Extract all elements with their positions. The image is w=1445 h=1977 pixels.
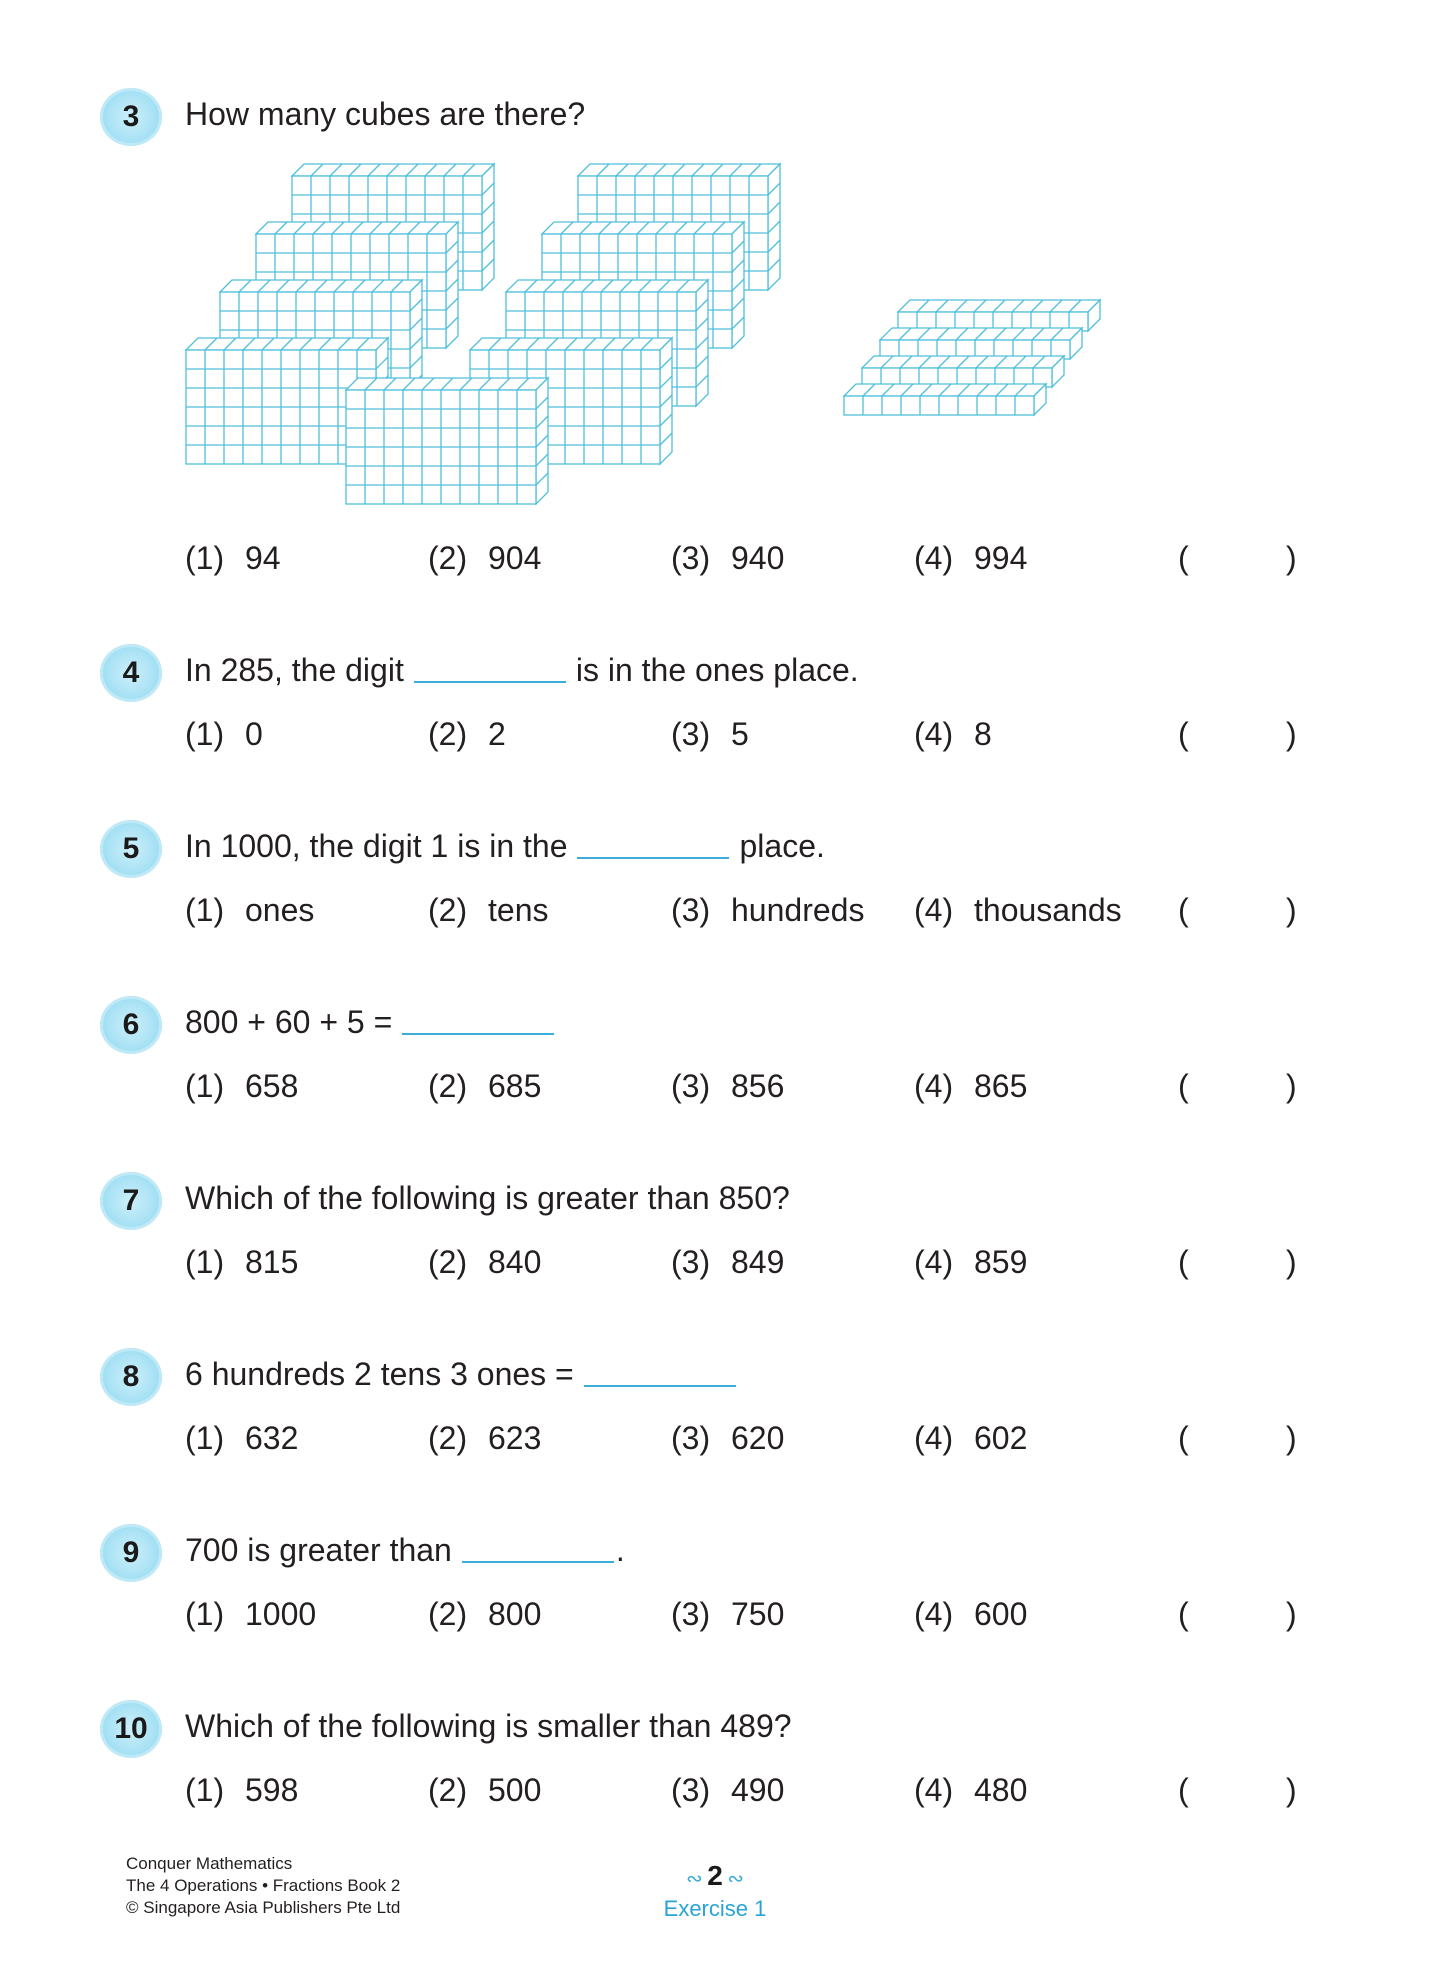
option-label: (3) xyxy=(671,716,711,752)
option-3[interactable] xyxy=(671,1772,784,1809)
question-stem xyxy=(185,652,859,689)
option-value: thousands xyxy=(974,892,1122,928)
option-label: (3) xyxy=(671,540,711,576)
option-4[interactable] xyxy=(914,1772,1027,1809)
question-number-badge: 5 xyxy=(100,820,162,878)
answer-paren-open: ( xyxy=(1178,540,1189,576)
answer-blank xyxy=(584,1384,736,1387)
ten-rod xyxy=(880,328,1082,359)
option-label: (3) xyxy=(671,1420,711,1456)
answer-blank xyxy=(414,680,566,683)
question-text: is in the ones place. xyxy=(575,652,859,688)
option-1[interactable] xyxy=(185,1420,298,1457)
option-1[interactable] xyxy=(185,1772,298,1809)
option-value: 940 xyxy=(731,540,785,576)
option-value: 849 xyxy=(731,1244,785,1280)
option-value: 480 xyxy=(974,1772,1028,1808)
option-label: (4) xyxy=(914,1244,954,1280)
answer-paren-close: ) xyxy=(1286,1244,1297,1280)
copyright: © Singapore Asia Publishers Pte Ltd xyxy=(126,1898,401,1917)
option-value: 815 xyxy=(245,1244,299,1280)
question-number-badge: 8 xyxy=(100,1348,162,1406)
option-label: (1) xyxy=(185,892,225,928)
option-3[interactable] xyxy=(671,1068,784,1105)
option-value: 2 xyxy=(488,716,506,752)
question-text: In 1000, the digit 1 is in the xyxy=(185,828,568,864)
option-label: (3) xyxy=(671,1068,711,1104)
option-value: 859 xyxy=(974,1244,1028,1280)
question-stem xyxy=(185,96,585,133)
option-2[interactable] xyxy=(428,1420,541,1457)
question-text: . xyxy=(615,1532,625,1568)
option-label: (2) xyxy=(428,1068,468,1104)
option-value: ones xyxy=(245,892,315,928)
option-value: 800 xyxy=(488,1596,542,1632)
answer-paren-close: ) xyxy=(1286,716,1297,752)
option-value: 1000 xyxy=(245,1596,317,1632)
option-4[interactable] xyxy=(914,716,992,753)
ten-rod xyxy=(862,356,1064,387)
option-label: (4) xyxy=(914,1068,954,1104)
option-3[interactable] xyxy=(671,892,864,929)
option-4[interactable] xyxy=(914,1244,1027,1281)
answer-paren-open: ( xyxy=(1178,1068,1189,1104)
answer-blank xyxy=(462,1560,614,1563)
option-4[interactable] xyxy=(914,1596,1027,1633)
option-1[interactable] xyxy=(185,716,263,753)
answer-paren-open: ( xyxy=(1178,892,1189,928)
option-label: (4) xyxy=(914,1596,954,1632)
option-3[interactable] xyxy=(671,1420,784,1457)
option-value: tens xyxy=(488,892,549,928)
option-value: 685 xyxy=(488,1068,542,1104)
option-1[interactable] xyxy=(185,1244,298,1281)
option-label: (1) xyxy=(185,1068,225,1104)
swirl-right-icon: ∾ xyxy=(727,1868,744,1890)
answer-paren-close: ) xyxy=(1286,892,1297,928)
book-credits xyxy=(126,1853,400,1919)
option-2[interactable] xyxy=(428,1596,541,1633)
option-label: (2) xyxy=(428,892,468,928)
ten-rod xyxy=(898,300,1100,331)
option-label: (1) xyxy=(185,1420,225,1456)
option-value: 994 xyxy=(974,540,1028,576)
option-value: 904 xyxy=(488,540,542,576)
book-title: The 4 Operations • Fractions Book 2 xyxy=(126,1876,401,1895)
option-3[interactable] xyxy=(671,1596,784,1633)
page-footer xyxy=(640,1860,790,1922)
option-label: (1) xyxy=(185,1772,225,1808)
question-stem xyxy=(185,1532,625,1569)
option-value: 8 xyxy=(974,716,992,752)
option-label: (2) xyxy=(428,1772,468,1808)
series-title: Conquer Mathematics xyxy=(126,1854,293,1873)
question-stem xyxy=(185,1004,564,1041)
option-value: 856 xyxy=(731,1068,785,1104)
question-stem xyxy=(185,1356,746,1393)
page-number: 2 xyxy=(707,1860,723,1891)
option-value: 620 xyxy=(731,1420,785,1456)
question-number-badge: 10 xyxy=(100,1700,162,1758)
option-value: 632 xyxy=(245,1420,299,1456)
option-1[interactable] xyxy=(185,1596,316,1633)
answer-paren-close: ) xyxy=(1286,1772,1297,1808)
option-value: 5 xyxy=(731,716,749,752)
option-label: (2) xyxy=(428,1244,468,1280)
question-text: Which of the following is greater than 850? xyxy=(185,1180,790,1216)
option-label: (3) xyxy=(671,1772,711,1808)
option-2[interactable] xyxy=(428,1772,541,1809)
ten-rod xyxy=(844,384,1046,415)
hundred-flat xyxy=(346,378,548,504)
answer-paren-close: ) xyxy=(1286,540,1297,576)
question-text: 800 + 60 + 5 = xyxy=(185,1004,393,1040)
option-2[interactable] xyxy=(428,1068,541,1105)
option-value: 658 xyxy=(245,1068,299,1104)
answer-paren-open: ( xyxy=(1178,1244,1189,1280)
question-text: How many cubes are there? xyxy=(185,96,586,132)
answer-paren-close: ) xyxy=(1286,1420,1297,1456)
option-label: (1) xyxy=(185,540,225,576)
option-4[interactable] xyxy=(914,1068,1027,1105)
option-2[interactable] xyxy=(428,716,506,753)
question-text: 6 hundreds 2 tens 3 ones = xyxy=(185,1356,574,1392)
question-stem xyxy=(185,1180,790,1217)
option-1[interactable] xyxy=(185,892,314,929)
base-ten-blocks-figure xyxy=(180,150,1170,530)
option-value: 490 xyxy=(731,1772,785,1808)
question-stem xyxy=(185,1708,792,1745)
answer-blank xyxy=(402,1032,554,1035)
option-3[interactable] xyxy=(671,716,749,753)
answer-paren-close: ) xyxy=(1286,1068,1297,1104)
question-text: In 285, the digit xyxy=(185,652,404,688)
option-label: (2) xyxy=(428,716,468,752)
question-number-badge: 9 xyxy=(100,1524,162,1582)
option-value: 598 xyxy=(245,1772,299,1808)
question-text: place. xyxy=(739,828,825,864)
option-value: 500 xyxy=(488,1772,542,1808)
option-4[interactable] xyxy=(914,540,1027,577)
option-3[interactable] xyxy=(671,1244,784,1281)
option-label: (4) xyxy=(914,1772,954,1808)
option-label: (4) xyxy=(914,716,954,752)
option-value: 865 xyxy=(974,1068,1028,1104)
question-stem xyxy=(185,828,825,865)
question-text: 700 is greater than xyxy=(185,1532,452,1568)
option-label: (1) xyxy=(185,1244,225,1280)
option-value: 750 xyxy=(731,1596,785,1632)
answer-paren-open: ( xyxy=(1178,1596,1189,1632)
question-number-badge: 4 xyxy=(100,644,162,702)
option-4[interactable] xyxy=(914,1420,1027,1457)
option-value: 600 xyxy=(974,1596,1028,1632)
answer-paren-close: ) xyxy=(1286,1596,1297,1632)
option-label: (4) xyxy=(914,540,954,576)
option-2[interactable] xyxy=(428,540,541,577)
answer-paren-open: ( xyxy=(1178,716,1189,752)
option-label: (3) xyxy=(671,892,711,928)
answer-paren-open: ( xyxy=(1178,1420,1189,1456)
option-value: 94 xyxy=(245,540,281,576)
option-label: (2) xyxy=(428,1420,468,1456)
question-number-badge: 7 xyxy=(100,1172,162,1230)
question-text: Which of the following is smaller than 489? xyxy=(185,1708,792,1744)
option-label: (1) xyxy=(185,1596,225,1632)
exercise-label: Exercise 1 xyxy=(663,1896,767,1921)
option-2[interactable] xyxy=(428,892,548,929)
question-number-badge: 3 xyxy=(100,88,162,146)
option-1[interactable] xyxy=(185,1068,298,1105)
option-label: (2) xyxy=(428,540,468,576)
option-value: 623 xyxy=(488,1420,542,1456)
option-4[interactable] xyxy=(914,892,1122,929)
swirl-left-icon: ∾ xyxy=(685,1868,703,1890)
option-label: (1) xyxy=(185,716,225,752)
option-1[interactable] xyxy=(185,540,281,577)
option-value: 602 xyxy=(974,1420,1028,1456)
option-value: 0 xyxy=(245,716,263,752)
option-label: (4) xyxy=(914,1420,954,1456)
option-3[interactable] xyxy=(671,540,784,577)
option-value: hundreds xyxy=(731,892,865,928)
answer-paren-open: ( xyxy=(1178,1772,1189,1808)
option-label: (4) xyxy=(914,892,954,928)
answer-blank xyxy=(577,856,729,859)
option-label: (2) xyxy=(428,1596,468,1632)
option-2[interactable] xyxy=(428,1244,541,1281)
option-label: (3) xyxy=(671,1596,711,1632)
question-number-badge: 6 xyxy=(100,996,162,1054)
option-value: 840 xyxy=(488,1244,542,1280)
option-label: (3) xyxy=(671,1244,711,1280)
